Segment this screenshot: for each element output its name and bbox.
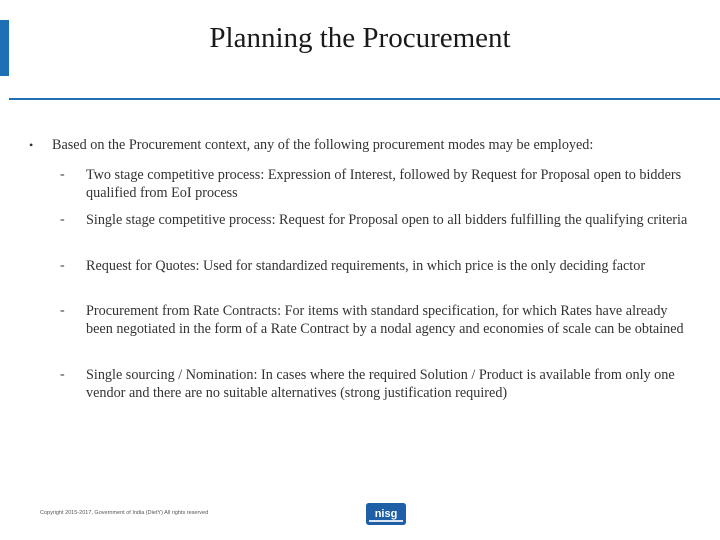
bullet-icon: • bbox=[29, 138, 34, 152]
nisg-logo bbox=[366, 503, 406, 525]
list-item-text: Request for Quotes: Used for standardized requirements, in which price is the only deciding factor bbox=[86, 258, 646, 274]
intro-text: Based on the Procurement context, any of the following procurement modes may be employed: bbox=[52, 137, 594, 153]
dash-marker: - bbox=[60, 167, 65, 182]
copyright-text: Copyright 2015-2017, Government of India (DietY) All rights reserved bbox=[40, 510, 209, 516]
dash-marker: - bbox=[60, 258, 65, 273]
list-item-text: Single sourcing / Nomination: In cases where the required Solution / Product is available from only one vendor and there are no suitable alternatives (strong justification required) bbox=[86, 367, 675, 401]
slide-title: Planning the Procurement bbox=[209, 22, 511, 54]
list-item-text: Two stage competitive process: Expression of Interest, followed by Request for Proposal open to bidders qualified from EoI process bbox=[86, 167, 682, 201]
title-divider bbox=[9, 98, 720, 100]
dash-marker: - bbox=[60, 212, 65, 227]
list-item-text: Single stage competitive process: Request for Proposal open to all bidders fulfilling the qualifying criteria bbox=[86, 212, 688, 228]
logo-text: nisg bbox=[374, 508, 398, 520]
dash-marker: - bbox=[60, 303, 65, 318]
dash-marker: - bbox=[60, 367, 65, 382]
list-item-text: Procurement from Rate Contracts: For items with standard specification, for which Rates have already been negotiated in the form of a Rate Contract by a nodal agency and economies of scale can be obtained bbox=[86, 303, 684, 337]
